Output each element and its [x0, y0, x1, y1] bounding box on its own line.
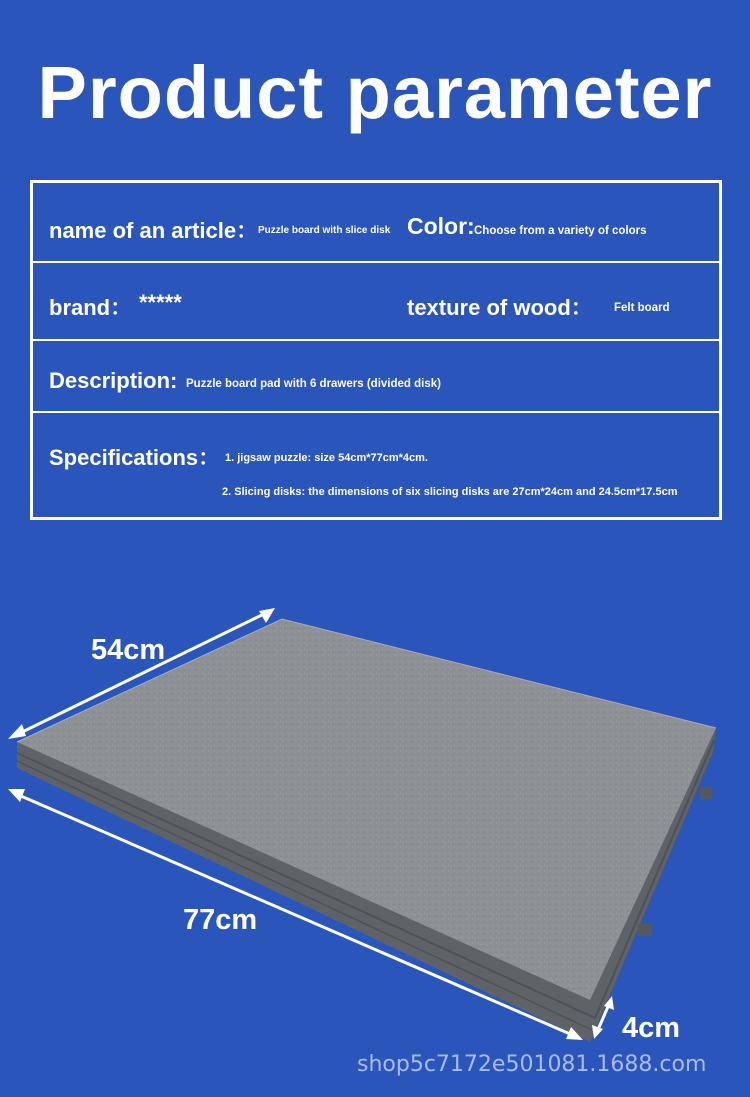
- texture-label: texture of wood：: [407, 295, 593, 320]
- description-label: Description:: [49, 368, 178, 393]
- spec-line-1: 1. jigsaw puzzle: size 54cm*77cm*4cm.: [225, 452, 428, 464]
- spec-line-2: 2. Slicing disks: the dimensions of six slicing disks are 27cm*24cm and 24.5cm*17.5cm: [222, 486, 678, 498]
- parameter-table: [30, 180, 722, 520]
- width-label: 54cm: [91, 634, 166, 666]
- article-value: Puzzle board with slice disk: [258, 225, 391, 236]
- row-article-color: [33, 183, 719, 263]
- brand-value: *****: [139, 290, 182, 315]
- article-label: name of an article：: [49, 218, 259, 243]
- texture-value: Felt board: [614, 302, 670, 314]
- brand-label: brand：: [49, 295, 133, 320]
- length-label: 77cm: [183, 904, 258, 936]
- color-label: Color:: [407, 213, 475, 239]
- row-description: [33, 339, 719, 413]
- description-value: Puzzle board pad with 6 drawers (divided disk): [186, 378, 441, 390]
- height-label: 4cm: [622, 1012, 681, 1044]
- spec-label: Specifications：: [49, 445, 221, 470]
- page-title: Product parameter: [37, 51, 713, 134]
- color-value: Choose from a variety of colors: [474, 225, 647, 237]
- shop-watermark: shop5c7172e501081.1688.com: [357, 1052, 707, 1077]
- product-illustration: [0, 590, 750, 1050]
- row-brand-texture: [33, 261, 719, 341]
- row-specifications: [33, 411, 719, 517]
